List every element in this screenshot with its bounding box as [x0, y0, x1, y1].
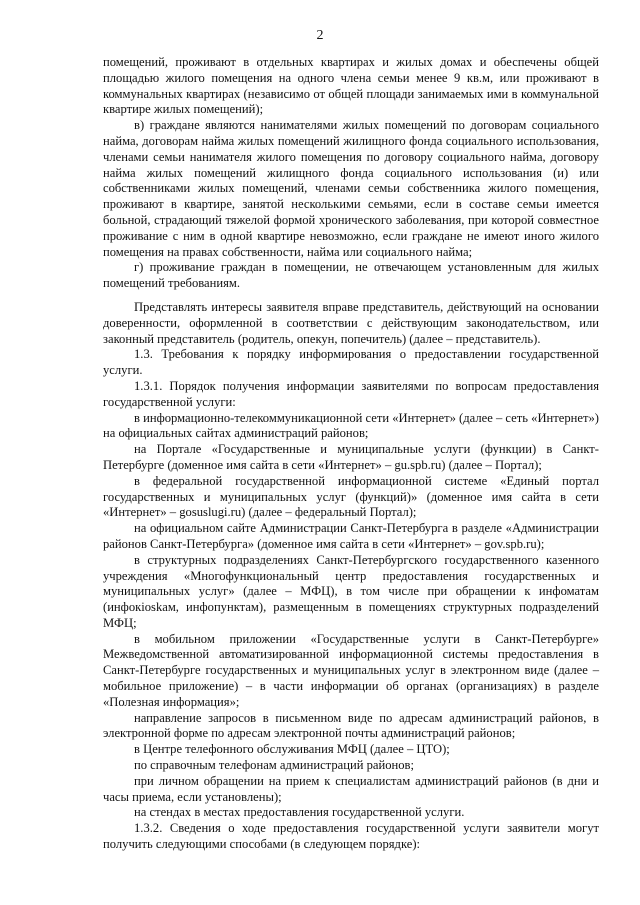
paragraph-representative: Представлять интересы заявителя вправе представитель, действующий на основании доверенности, оформленной в соответствии с действующим законодательством, или законный представитель (родитель, опекун, попечитель) (далее – представитель). — [103, 299, 599, 346]
document-body — [103, 55, 599, 853]
page-number: 2 — [316, 28, 324, 43]
paragraph-section-1-3: 1.3. Требования к порядку информирования о предоставлении государственной услуги. — [103, 347, 599, 378]
paragraph-personal-visit: при личном обращении на прием к специалистам администраций районов (в дни и часы приема, если установлены); — [103, 773, 599, 804]
paragraph-federal-portal: в федеральной государственной информационной системе «Единый портал государственных и муниципальных услуг (функций)» (доменное имя сайта в сети «Интернет» – gosuslugi.ru) (далее – федеральный Портал); — [103, 473, 599, 520]
paragraph-internet: в информационно-телекоммуникационной сети «Интернет» (далее – сеть «Интернет») на официальных сайтах администраций районов; — [103, 410, 599, 441]
paragraph-section-1-3-2: 1.3.2. Сведения о ходе предоставления государственной услуги заявители могут получить следующими способами (в следующем порядке): — [103, 821, 599, 852]
paragraph-portal: на Портале «Государственные и муниципальные услуги (функции) в Санкт-Петербурге (доменное имя сайта в сети «Интернет» – gu.spb.ru) (далее – Портал); — [103, 442, 599, 472]
paragraph-continuation: помещений, проживают в отдельных квартирах и жилых домах и обеспечены общей площадью жилого помещения на одного члена семьи менее 9 кв.м, или проживают в коммунальных квартирах (независимо от общей площади занимаемых ими в коммунальной квартире жилых помещений); — [103, 55, 599, 117]
paragraph-administration-site: на официальном сайте Администрации Санкт-Петербурга в разделе «Администрации районов Санкт-Петербурга» (доменное имя сайта в сети «Интернет» – gov.spb.ru); — [103, 521, 599, 551]
paragraph-reference-phones: по справочным телефонам администраций районов; — [134, 758, 415, 773]
paragraph-written-requests: направление запросов в письменном виде по адресам администраций районов, в электронной форме по адресам электронной почты администраций районов; — [103, 710, 599, 741]
paragraph-section-1-3-1: 1.3.1. Порядок получения информации заявителями по вопросам предоставления государственной услуги: — [103, 378, 599, 409]
paragraph-mobile-app: в мобильном приложении «Государственные услуги в Санкт-Петербурге» Межведомственной автоматизированной информационной системы предоставления в Санкт-Петербурге государственных и муниципальных услуг в электронном виде (далее – мобильное приложение) – в части информации об органах (организациях) в разделе «Полезная информация»; — [103, 631, 599, 709]
paragraph-mfc: в структурных подразделениях Санкт-Петербургского государственного казенного учреждения «Многофункциональный центр предоставления государственных и муниципальных услуг» (далее – МФЦ), в том числе при обращении к инфоматам (инфокioskам, инфопунктам), размещенным в помещениях структурных подразделений МФЦ; — [103, 552, 599, 630]
paragraph-call-center: в Центре телефонного обслуживания МФЦ (далее – ЦТО); — [134, 742, 450, 757]
paragraph-item-v: в) граждане являются нанимателями жилых помещений по договорам социального найма, договорам найма жилых помещений жилищного фонда социального использования, членами семьи нанимателя жилого помещения по договору социального найма, договору найма жилых помещений жилищного фонда социального использования (и) или собственниками жилых помещений, членами семьи собственника жилого помещения, проживают в квартире, занятой несколькими семьями, если в составе семьи имеется больной, страдающий тяжелой формой хронического заболевания, при которой совместное проживание с ним в одной квартире невозможно, если граждане не имеют иного жилого помещения на правах собственности, найма или социального найма; — [103, 118, 599, 259]
paragraph-item-g: г) проживание граждан в помещении, не отвечающем установленным для жилых помещений требованиям. — [103, 260, 599, 291]
paragraph-stands: на стендах в местах предоставления государственной услуги. — [134, 805, 465, 820]
